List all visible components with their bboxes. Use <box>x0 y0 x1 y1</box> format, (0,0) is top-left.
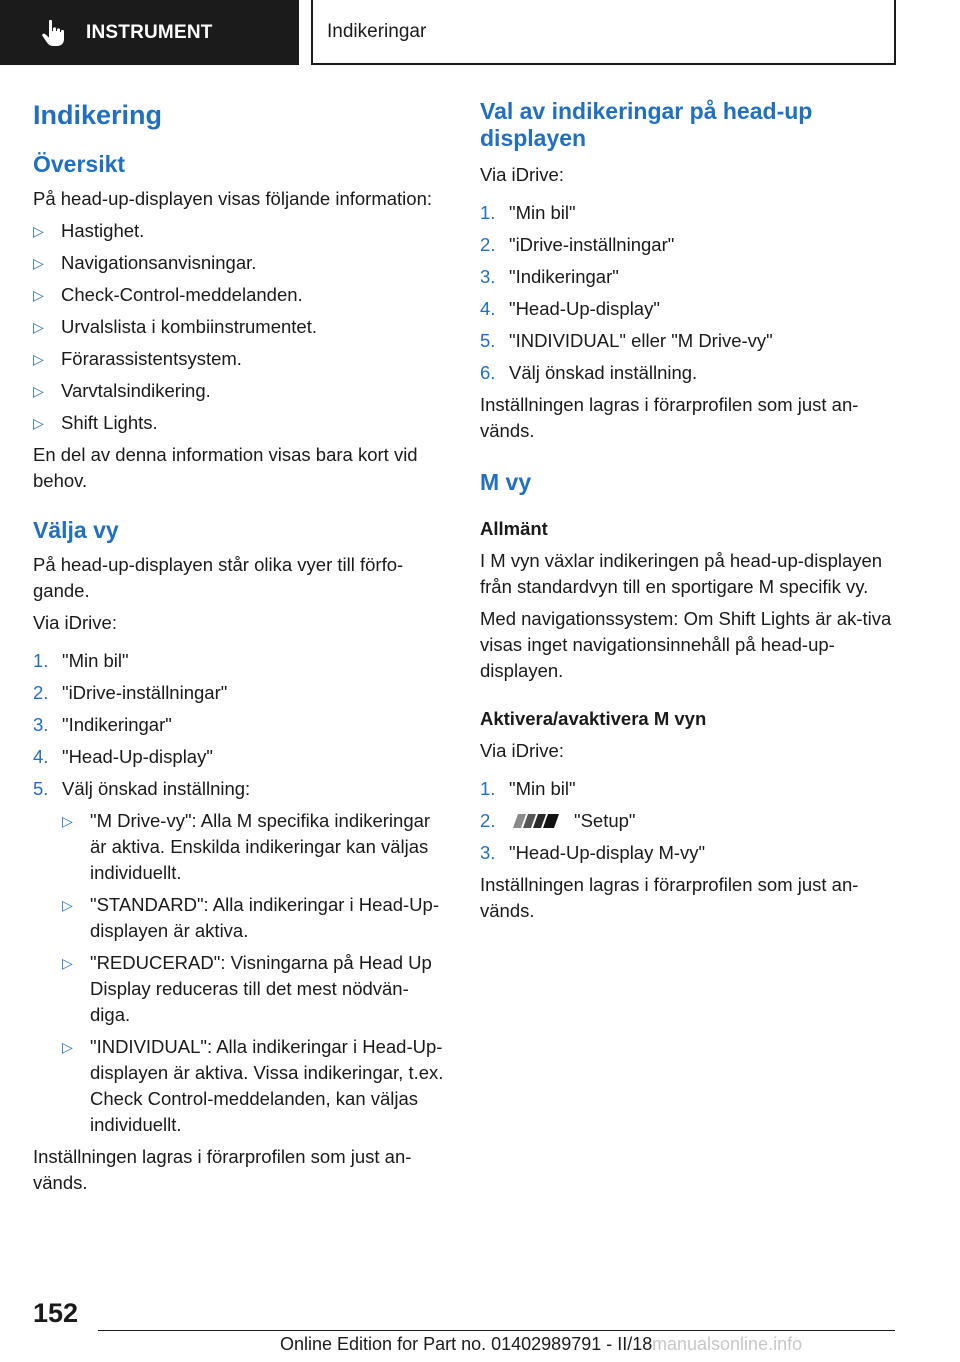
list-item: ▷ Förarassistentsystem. <box>33 346 448 372</box>
list-item: ▷ Varvtalsindikering. <box>33 378 448 404</box>
step-item: 6. Välj önskad inställning. <box>480 362 698 383</box>
watermark: manualsonline.info <box>652 1334 803 1354</box>
list-item: ▷ Shift Lights. <box>33 410 448 436</box>
valja-options <box>62 808 448 1138</box>
step-item: 3. "Indikeringar" <box>33 714 172 735</box>
page-title: Indikering <box>33 100 163 130</box>
aktivera-heading: Aktivera/avaktivera M vyn <box>480 708 707 729</box>
page-number: 152 <box>33 1298 79 1328</box>
list-item: ▷ Navigationsanvisningar. <box>33 250 448 276</box>
aktivera-note: Inställningen lagras i förarprofilen som just an‐vänds. <box>480 874 859 921</box>
edition-text: Online Edition for Part no. 01402989791 - II/18 <box>280 1334 653 1354</box>
oversikt-intro: På head-up-displayen visas följande information: <box>33 188 433 209</box>
step-item: 4. "Head-Up-display" <box>33 746 213 767</box>
step-item: 1. "Min bil" <box>33 650 129 671</box>
triangle-bullet-icon: ▷ <box>33 351 44 367</box>
oversikt-note: En del av denna information visas bara kort vid behov. <box>33 444 418 491</box>
triangle-bullet-icon: ▷ <box>33 223 44 239</box>
triangle-bullet-icon: ▷ <box>33 383 44 399</box>
hand-pointer-icon <box>40 19 66 47</box>
list-item: ▷ Urvalslista i kombiinstrumentet. <box>33 314 448 340</box>
subsection-title: Indikeringar <box>327 20 427 42</box>
right-column <box>480 98 900 930</box>
mvy-heading: M vy <box>480 469 532 495</box>
step-item: 1. "Min bil" <box>480 778 576 799</box>
step-item: 3. "Head-Up-display M-vy" <box>480 842 706 863</box>
section-title: INSTRUMENT <box>86 21 213 43</box>
aktivera-steps <box>480 776 900 866</box>
triangle-bullet-icon: ▷ <box>33 287 44 303</box>
footer-divider <box>98 1330 895 1331</box>
list-item: ▷ "REDUCERAD": Visningarna på Head Up Display reduceras till det mest nödvän‐diga. <box>62 952 432 1025</box>
m-stripes-icon <box>509 814 564 828</box>
triangle-bullet-icon: ▷ <box>62 897 73 913</box>
step-item: 4. "Head-Up-display" <box>480 298 660 319</box>
valja-heading: Välja vy <box>33 517 119 543</box>
mvy-p2: Med navigationssystem: Om Shift Lights är ak‐tiva visas inget navigationsinnehåll på head-up-displayen. <box>480 608 892 681</box>
list-item: ▷ Hastighet. <box>33 218 448 244</box>
list-item: ▷ "STANDARD": Alla indikeringar i Head-Up-displayen är aktiva. <box>62 894 439 941</box>
val-heading: Val av indikeringar på head-up displayen <box>480 98 813 151</box>
triangle-bullet-icon: ▷ <box>33 255 44 271</box>
triangle-bullet-icon: ▷ <box>62 813 73 829</box>
mvy-p1: I M vyn växlar indikeringen på head-up-displayen från standardvyn till en sportigare M specifik vy. <box>480 550 883 597</box>
step-item: 3. "Indikeringar" <box>480 266 619 287</box>
aktivera-via: Via iDrive: <box>480 740 564 761</box>
triangle-bullet-icon: ▷ <box>62 1039 73 1055</box>
list-item: ▷ Check-Control-meddelanden. <box>33 282 448 308</box>
allmant-heading: Allmänt <box>480 518 548 539</box>
list-item: ▷ "INDIVIDUAL": Alla indikeringar i Head-Up-displayen är aktiva. Vissa indikeringar, t.ex. Check Control-meddelanden, kan väljas individuellt. <box>62 1036 444 1135</box>
valja-note: Inställningen lagras i förarprofilen som just an‐vänds. <box>33 1146 412 1193</box>
triangle-bullet-icon: ▷ <box>33 319 44 335</box>
subsection-tab <box>311 0 896 65</box>
val-steps <box>480 200 900 386</box>
step-item: 2. "Setup" <box>480 810 636 831</box>
valja-via: Via iDrive: <box>33 612 117 633</box>
valja-intro: På head-up-displayen står olika vyer till förfo‐gande. <box>33 554 404 601</box>
left-column <box>33 98 448 1202</box>
list-item: ▷ "M Drive-vy": Alla M specifika indikeringar är aktiva. Enskilda indikeringar kan väljas individuellt. <box>62 810 431 883</box>
step-item: 2. "iDrive-inställningar" <box>33 682 228 703</box>
oversikt-heading: Översikt <box>33 151 126 177</box>
step-item: 2. "iDrive-inställningar" <box>480 234 675 255</box>
valja-steps <box>33 648 448 1138</box>
section-tab <box>0 0 299 65</box>
oversikt-list <box>33 218 448 436</box>
val-note: Inställningen lagras i förarprofilen som just an‐vänds. <box>480 394 859 441</box>
step-item: 1. "Min bil" <box>480 202 576 223</box>
triangle-bullet-icon: ▷ <box>33 415 44 431</box>
val-via: Via iDrive: <box>480 164 564 185</box>
step-item: 5. Välj önskad inställning: ▷ "M Drive-vy": Alla M specifika indikeringar är aktiva. Enskilda indikeringar kan väljas individuellt. ▷ "STANDARD": Alla indikeringar i Head-Up-displayen är aktiva. ▷ "REDUCERAD": Visningarna på Head Up Display reduceras till det mest nödvän‐diga. ▷ "INDIVIDUAL": Alla indikeringar i Head-Up-displayen är aktiva. Vissa indikeringar, t.ex. Check Control-meddelanden, kan väljas individuellt. <box>33 776 448 1138</box>
step-item: 5. "INDIVIDUAL" eller "M Drive-vy" <box>480 330 773 351</box>
triangle-bullet-icon: ▷ <box>62 955 73 971</box>
